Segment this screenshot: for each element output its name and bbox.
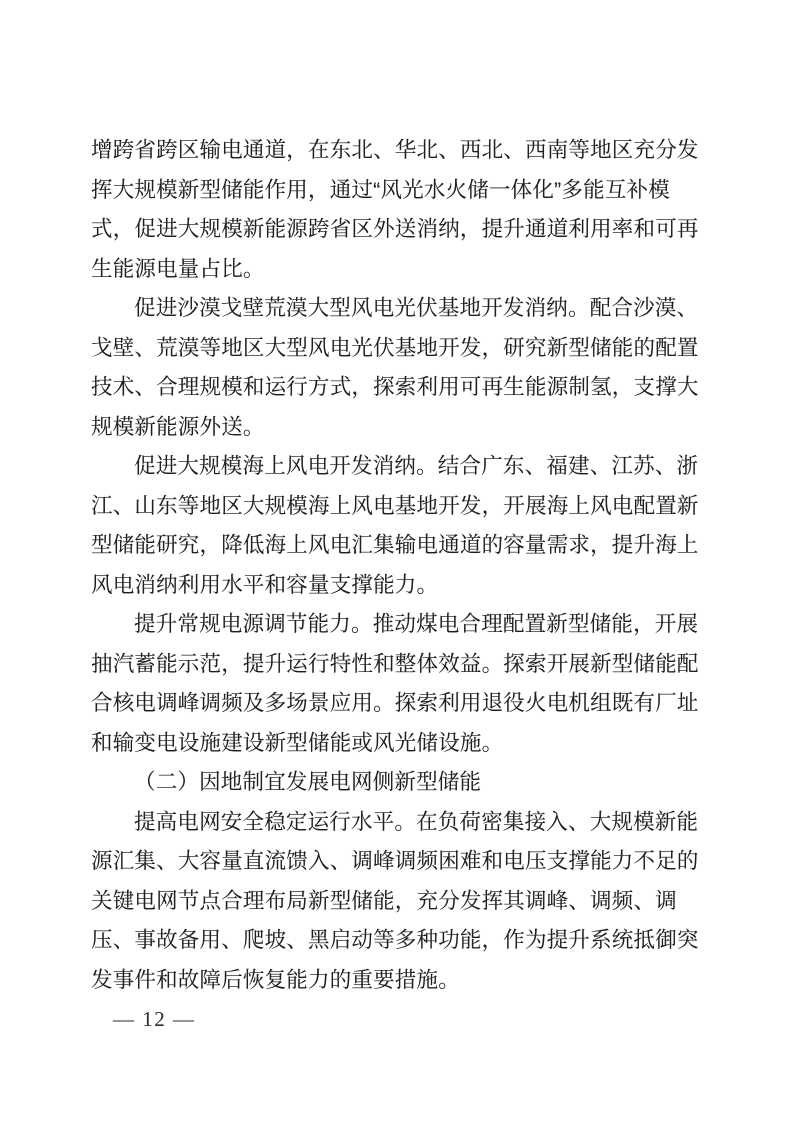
text-line: 戈壁、荒漠等地区大型风电光伏基地开发，研究新型储能的配置 <box>91 335 699 360</box>
text-line: 技术、合理规模和运行方式，探索利用可再生能源制氢，支撑大 <box>91 375 699 399</box>
page-number: — 12 — <box>113 1007 196 1031</box>
text-line: 源汇集、大容量直流馈入、调峰调频困难和电压支撑能力不足的 <box>91 849 699 873</box>
text-line: 合核电调峰调频及多场景应用。探索利用退役火电机组既有厂址 <box>91 691 699 715</box>
text-line: 生能源电量占比。 <box>91 256 265 281</box>
paragraph <box>91 605 707 763</box>
document-body <box>91 131 707 1000</box>
text-line: 抽汽蓄能示范，提升运行特性和整体效益。探索开展新型储能配 <box>91 651 699 676</box>
section-heading-block <box>91 763 707 803</box>
text-line: 规模新能源外送。 <box>91 414 265 439</box>
text-line: 挥大规模新型储能作用，通过“风光水火储一体化”多能互补模 <box>91 177 670 202</box>
text-line: 提高电网安全稳定运行水平。在负荷密集接入、大规模新能 <box>134 809 699 834</box>
paragraph <box>91 803 707 1001</box>
text-line: 和输变电设施建设新型储能或风光储设施。 <box>91 730 504 755</box>
text-line: 压、事故备用、爬坡、黑启动等多种功能，作为提升系统抵御突 <box>91 928 699 952</box>
page-footer <box>113 1004 196 1034</box>
text-line: 促进沙漠戈壁荒漠大型风电光伏基地开发消纳。配合沙漠、 <box>134 296 699 320</box>
text-line: 增跨省跨区输电通道，在东北、华北、西北、西南等地区充分发 <box>91 138 699 162</box>
paragraph <box>91 289 707 447</box>
paragraph-continuation <box>91 131 707 289</box>
text-line: 促进大规模海上风电开发消纳。结合广东、福建、江苏、浙 <box>134 454 699 478</box>
text-line: 关键电网节点合理布局新型储能，充分发挥其调峰、调频、调 <box>91 888 677 913</box>
text-line: 发事件和故障后恢复能力的重要措施。 <box>91 967 460 992</box>
section-heading: （二）因地制宜发展电网侧新型储能 <box>134 770 482 794</box>
text-line: 提升常规电源调节能力。推动煤电合理配置新型储能，开展 <box>134 612 699 636</box>
text-line: 风电消纳利用水平和容量支撑能力。 <box>91 572 439 597</box>
paragraph <box>91 447 707 605</box>
text-line: 式，促进大规模新能源跨省区外送消纳，提升通道利用率和可再 <box>91 217 699 241</box>
text-line: 江、山东等地区大规模海上风电基地开发，开展海上风电配置新 <box>91 493 699 518</box>
text-line: 型储能研究，降低海上风电汇集输电通道的容量需求，提升海上 <box>91 533 699 557</box>
